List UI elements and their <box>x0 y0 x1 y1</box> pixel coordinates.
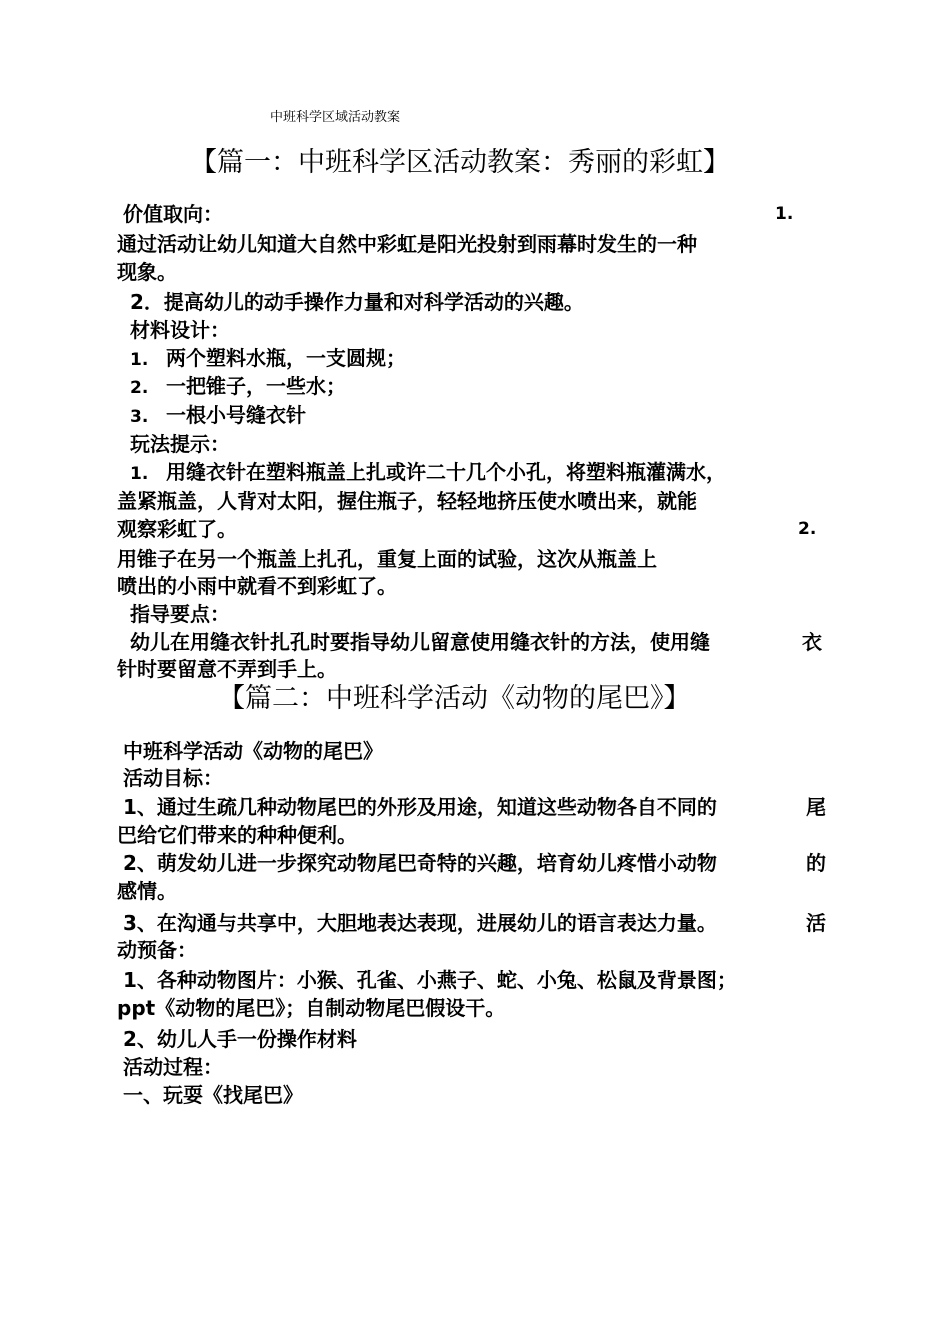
prep1-line2: ppt《动物的尾巴》；自制动物尾巴假设干。 <box>117 996 506 1020</box>
material-number: 3. <box>130 407 149 427</box>
goal-c-line1-end: 活 <box>806 911 826 935</box>
material-text: 两个塑料水瓶，一支圆规； <box>166 346 406 370</box>
goal1-line2: 现象。 <box>117 260 177 284</box>
play2-number: 2. <box>798 519 817 539</box>
guide-line1-end: 衣 <box>802 630 822 654</box>
section1-title: 【篇一：中班科学区活动教案：秀丽的彩虹】 <box>190 147 730 178</box>
goal-b-line2: 感情。 <box>117 879 177 903</box>
goals-label: 活动目标： <box>123 766 223 790</box>
material-text: 一根小号缝衣针 <box>166 403 306 427</box>
material-text: 一把锥子，一些水； <box>166 374 346 398</box>
play1-line3: 观察彩虹了。 <box>117 517 237 541</box>
play1-number: 1. <box>130 464 149 484</box>
goal1-line1: 通过活动让幼儿知道大自然中彩虹是阳光投射到雨幕时发生的一种 <box>117 232 697 256</box>
goal-a-line1: 1、通过生疏几种动物尾巴的外形及用途，知道这些动物各自不同的 <box>123 795 717 819</box>
play1-text: 用缝衣针在塑料瓶盖上扎或许二十几个小孔，将塑料瓶灌满水， <box>166 460 726 484</box>
material-item <box>130 344 406 374</box>
play1-line1 <box>130 458 726 488</box>
guide-line1: 幼儿在用缝衣针扎孔时要指导幼儿留意使用缝衣针的方法，使用缝 <box>130 630 710 654</box>
goal-b-line1: 2、萌发幼儿进一步探究动物尾巴奇特的兴趣，培育幼儿疼惜小动物 <box>123 851 717 875</box>
goal-c-line1: 3、在沟通与共享中，大胆地表达表现，进展幼儿的语言表达力量。 <box>123 911 717 935</box>
play1-line2: 盖紧瓶盖，人背对太阳，握住瓶子，轻轻地挤压使水喷出来，就能 <box>117 489 697 513</box>
material-item <box>130 401 306 431</box>
prep1-line1: 1、各种动物图片：小猴、孔雀、小燕子、蛇、小兔、松鼠及背景图； <box>123 968 737 992</box>
process-label: 活动过程： <box>123 1055 223 1079</box>
prep2: 2、幼儿人手一份操作材料 <box>123 1027 357 1051</box>
material-item <box>130 372 346 402</box>
goal2: 2．提高幼儿的动手操作力量和对科学活动的兴趣。 <box>130 290 584 314</box>
play2-line2: 喷出的小雨中就看不到彩虹了。 <box>117 574 397 598</box>
page-header: 中班科学区域活动教案 <box>270 110 401 125</box>
goal-c-line2: 动预备： <box>117 938 197 962</box>
goal-b-line1-end: 的 <box>806 851 826 875</box>
goal-a-line2: 巴给它们带来的种种便利。 <box>117 823 357 847</box>
goal1-number: 1. <box>775 204 794 224</box>
step1: 一、玩耍《找尾巴》 <box>123 1083 303 1107</box>
materials-label: 材料设计： <box>130 318 230 342</box>
material-number: 2. <box>130 378 149 398</box>
material-number: 1. <box>130 350 149 370</box>
guide-line2: 针时要留意不弄到手上。 <box>117 657 337 681</box>
value-label: 价值取向： <box>123 202 223 226</box>
section2-subtitle: 中班科学活动《动物的尾巴》 <box>123 739 383 763</box>
guide-label: 指导要点： <box>130 602 230 626</box>
goal-a-line1-end: 尾 <box>806 795 826 819</box>
play2-line1: 用锥子在另一个瓶盖上扎孔，重复上面的试验，这次从瓶盖上 <box>117 547 657 571</box>
play-label: 玩法提示： <box>130 432 230 456</box>
section2-title: 【篇二：中班科学活动《动物的尾巴》】 <box>218 683 691 714</box>
